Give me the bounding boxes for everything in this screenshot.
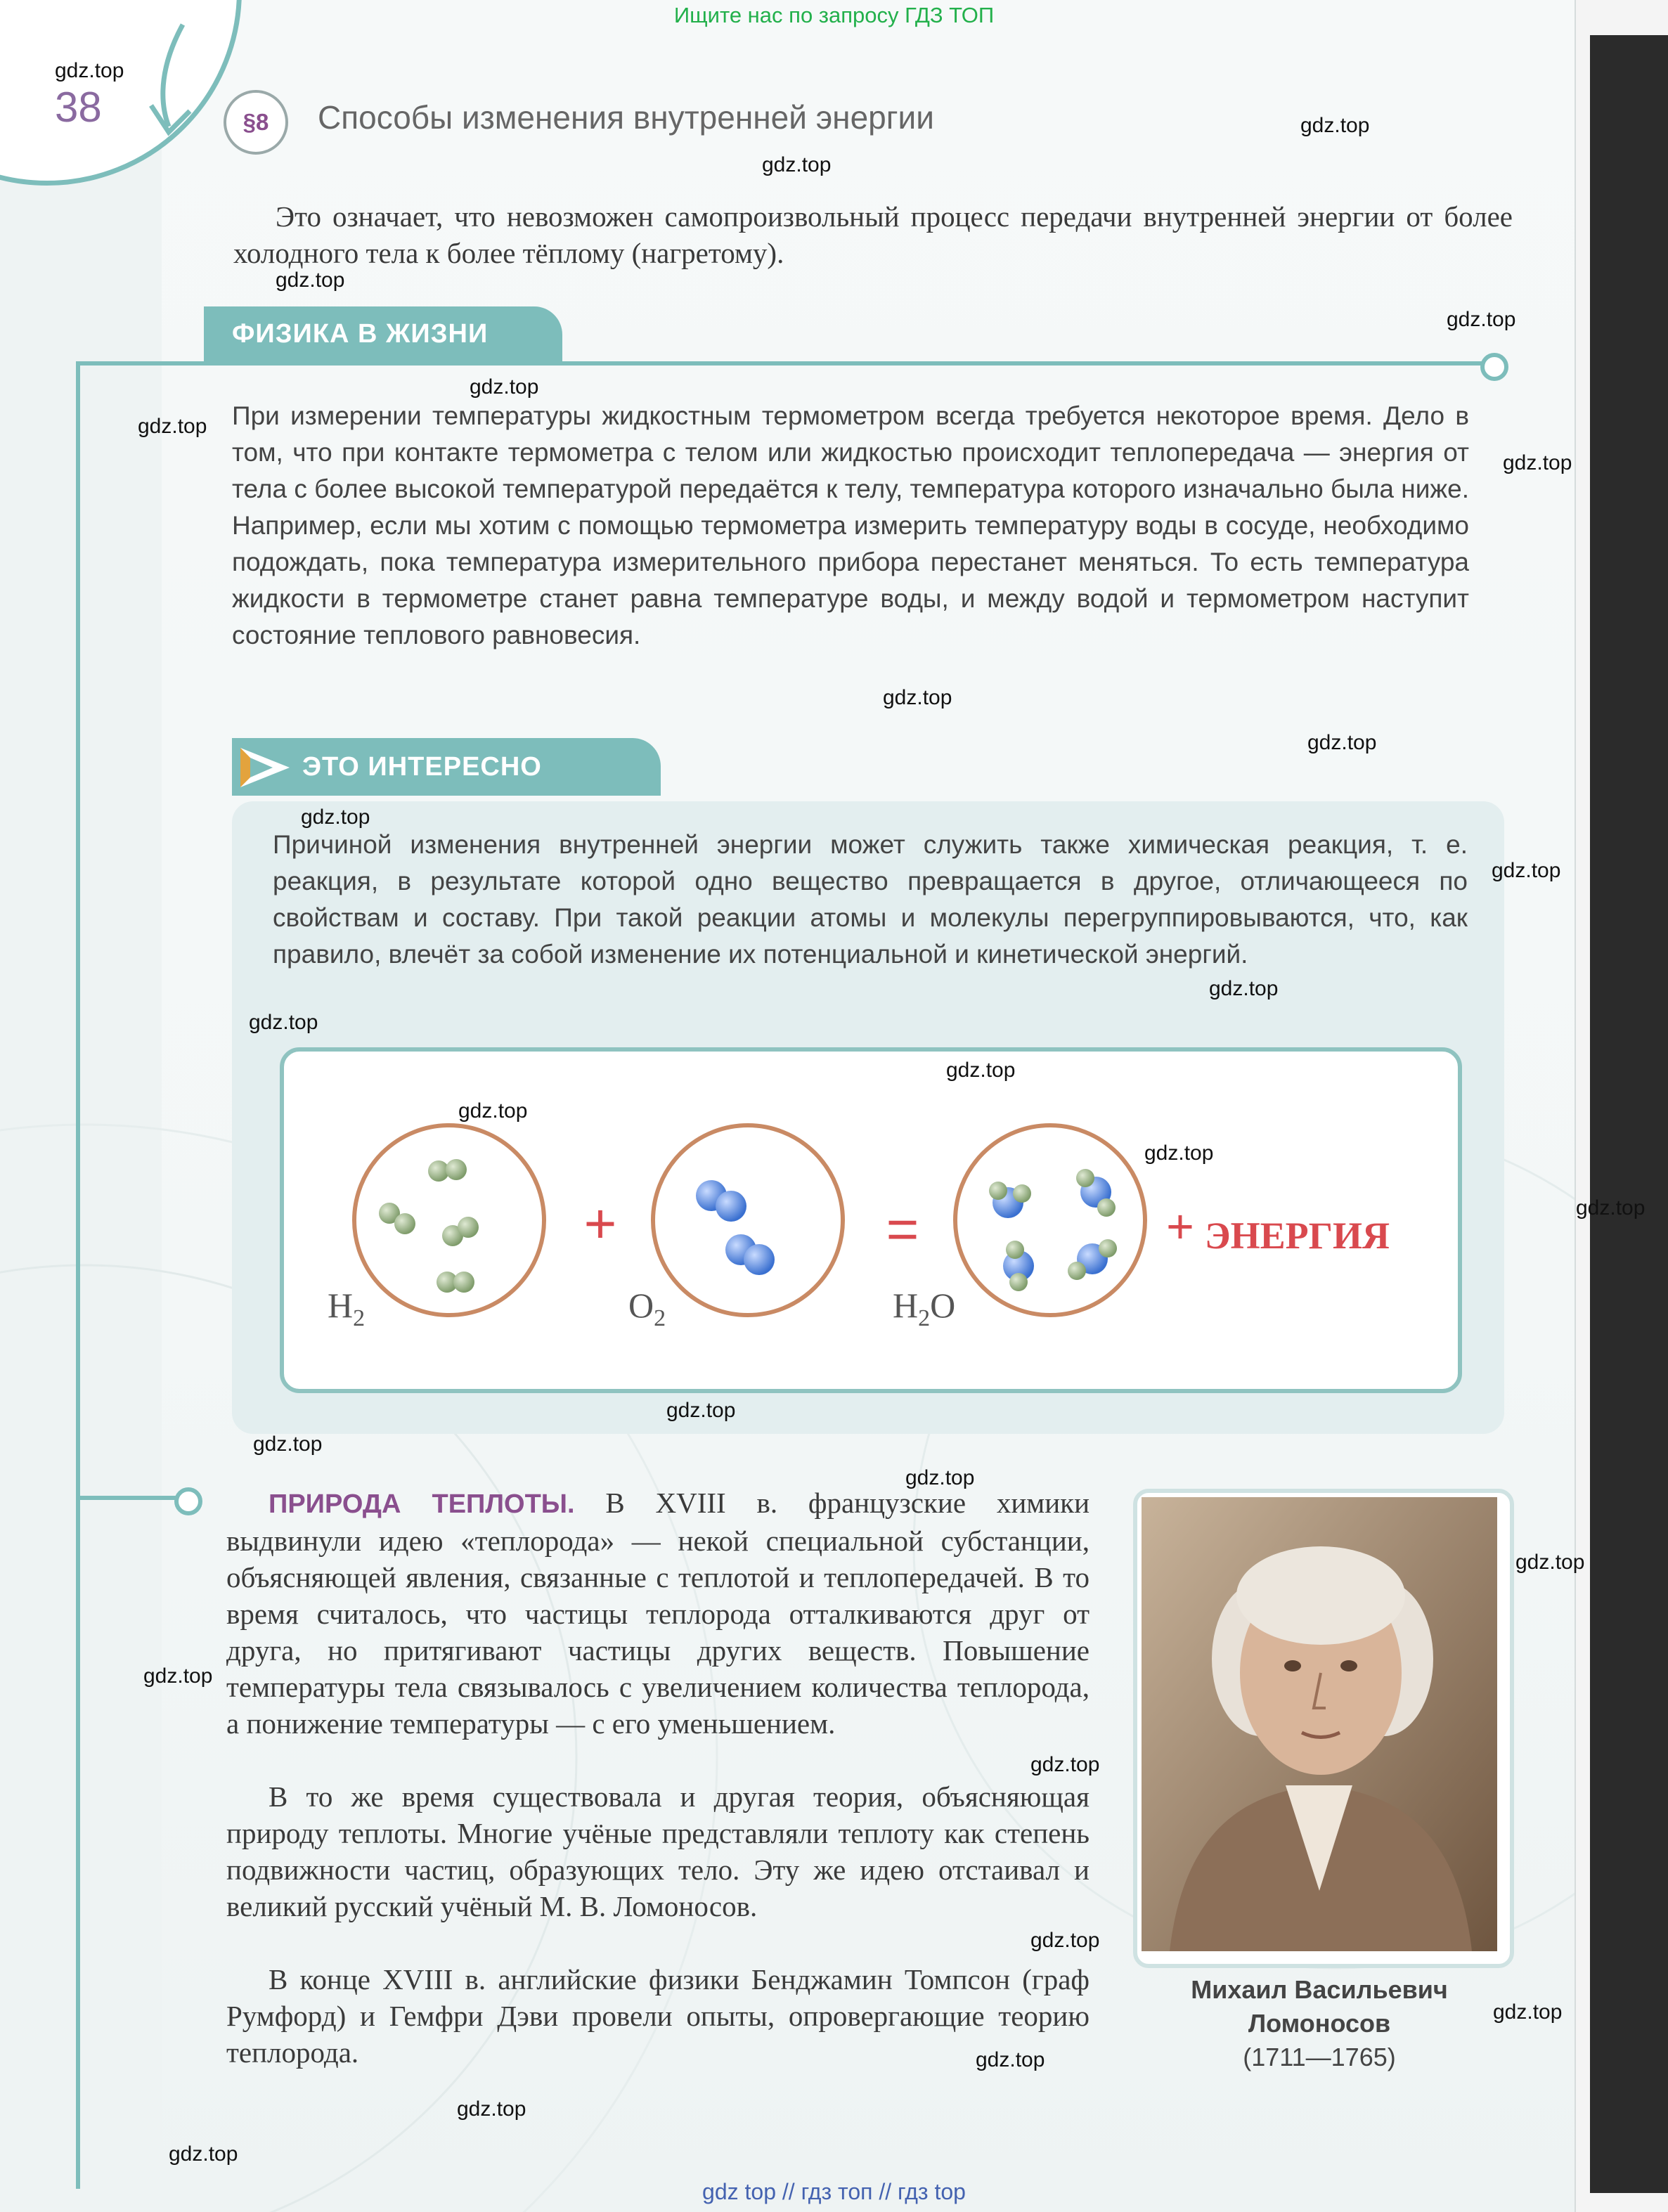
watermark: gdz.top <box>457 2097 526 2121</box>
watermark: gdz.top <box>1447 308 1516 331</box>
watermark: gdz.top <box>1144 1141 1214 1165</box>
watermark: gdz.top <box>1030 1929 1100 1952</box>
watermark: gdz.top <box>976 2048 1045 2071</box>
nature-paragraph-2: В то же время существовала и другая теория, объясняющая природу теплоты. Многие учёные представляли теплоту как степень подвижности частиц, образующих тело. Эту же идею отстаивал и великий русский учёный М. В. Ломоносов. <box>226 1780 1090 1922</box>
watermark: gdz.top <box>143 1664 213 1688</box>
page-number: 38 <box>55 84 102 131</box>
watermark: gdz.top <box>946 1059 1016 1082</box>
nature-paragraph-3: В конце XVIII в. английские физики Бенджамин Томпсон (граф Румфорд) и Гемфри Дэви провели опыты, опровергающие теорию теплорода. <box>226 1963 1090 2069</box>
watermark: gdz.top <box>1503 451 1572 474</box>
section-title: Способы изменения внутренней энергии <box>318 99 934 136</box>
watermark: gdz.top <box>55 59 124 82</box>
watermark: gdz.top <box>1515 1551 1585 1574</box>
nature-heading: ПРИРОДА ТЕПЛОТЫ. <box>269 1489 575 1519</box>
scan-shadow <box>1590 35 1668 2193</box>
watermark: gdz.top <box>1300 114 1370 137</box>
watermark: gdz.top <box>666 1399 736 1422</box>
search-banner[interactable]: Ищите нас по запросу ГДЗ ТОП <box>673 3 995 27</box>
physics-in-life-text: При измерении температуры жидкостным термометром всегда требуется некоторое время. Дело в том, что при контакте термометра с телом или жидкостью происходит теплопередача — энергия от тела с более высокой температурой передаётся к телу, температура которого изначально была ниже. Например, если мы хотим с помощью термометра измерить температуру воды в сосуде, необходимо подождать, пока температура измерительного прибора перестанет меняться. То есть температура жидкости в термометре станет равна температуре воды, и между водой и термометром наступит состояние теплового равновесия. <box>232 401 1469 649</box>
interesting-tab: ЭТО ИНТЕРЕСНО <box>232 738 661 796</box>
rule-end-ring <box>1480 353 1508 381</box>
watermark: gdz.top <box>169 2142 238 2166</box>
watermark: gdz.top <box>905 1466 975 1489</box>
portrait-name-line1: Михаил Васильевич <box>1191 1975 1448 2004</box>
watermark: gdz.top <box>458 1099 528 1123</box>
watermark: gdz.top <box>249 1011 318 1034</box>
watermark: gdz.top <box>1576 1196 1646 1220</box>
watermark: gdz.top <box>1493 2000 1563 2024</box>
energy-plus-sign: + <box>1166 1200 1194 1253</box>
watermark: gdz.top <box>276 269 345 292</box>
physics-in-life-tab: ФИЗИКА В ЖИЗНИ <box>204 306 562 361</box>
nature-ring <box>174 1487 202 1515</box>
watermark: gdz.top <box>1209 977 1279 1000</box>
watermark: gdz.top <box>1492 859 1561 882</box>
watermark: gdz.top <box>470 375 539 399</box>
nature-paragraph-1 <box>226 1485 1090 1742</box>
o2-formula: $O_2$ <box>628 1286 666 1331</box>
section-rule <box>76 361 1492 366</box>
o2-container <box>653 1125 843 1315</box>
intro-paragraph: Это означает, что невозможен самопроизвольный процесс передачи внутренней энергии от более холодного тела к более тёплому (нагретому). <box>233 200 1513 269</box>
h2-formula: $H_2$ <box>328 1286 366 1331</box>
h2o-container <box>955 1125 1145 1315</box>
watermark: gdz.top <box>762 153 832 176</box>
watermark: gdz.top <box>1307 731 1377 754</box>
equals-sign: = <box>886 1198 919 1260</box>
watermark: gdz.top <box>253 1432 323 1456</box>
portrait-years: (1711—1765) <box>1243 2043 1396 2071</box>
footer-links[interactable]: gdz top // гдз топ // гдз top <box>702 2179 966 2204</box>
watermark: gdz.top <box>1030 1753 1100 1776</box>
watermark: gdz.top <box>138 415 207 438</box>
interesting-text: Причиной изменения внутренней энергии может служить также химическая реакция, т. е. реакция, в результате которой одно вещество превращается в другое, отличающееся по свойствам и составу. При такой реакции атомы и молекулы перегруппировываются, что, как правило, влечёт за собой изменение их потенциальной и кинетической энергий. <box>273 830 1468 969</box>
h2o-formula: $H_2O$ <box>893 1286 956 1331</box>
section-number: §8 <box>224 90 288 155</box>
watermark: gdz.top <box>301 806 370 829</box>
plus-sign: + <box>583 1192 617 1255</box>
nature-p1-text: В XVIII в. французские химики выдвинули идею «теплорода» — некой специальной субстанции, объясняющей явления, связанные с теплотой и теплопередачей. В то время считалось, что частицы теплорода отталкиваются друг от друга, но притягивают частицы других веществ. Повышение температуры тела связывалось с увеличением количества теплорода, а понижение температуры — с его уменьшением. <box>226 1487 1090 1740</box>
margin-line <box>76 361 80 2189</box>
arrow-icon <box>141 21 204 141</box>
play-icon <box>238 745 292 790</box>
energy-label: ЭНЕРГИЯ <box>1205 1215 1390 1257</box>
lomonosov-portrait <box>1142 1497 1497 1951</box>
nature-rule <box>76 1496 181 1500</box>
watermark: gdz.top <box>883 686 952 709</box>
portrait-name-line2: Ломоносов <box>1248 2009 1391 2038</box>
